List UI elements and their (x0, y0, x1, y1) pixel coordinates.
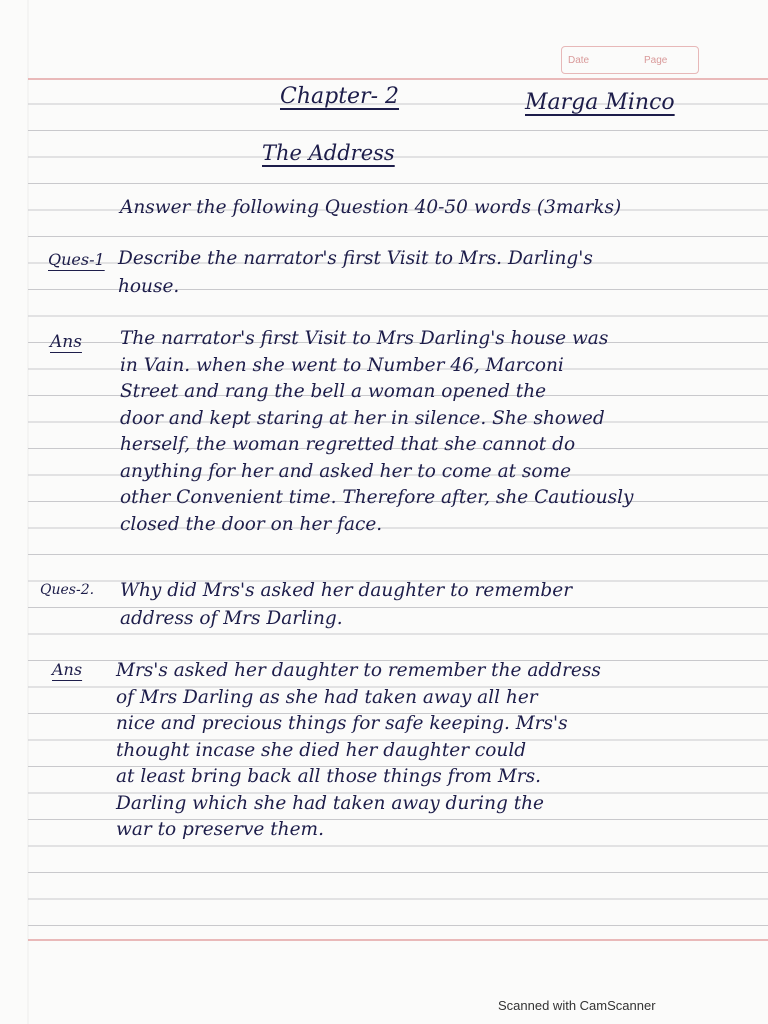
date-label: Date (568, 55, 590, 66)
handwritten-line: nice and precious things for safe keeping. Mrs's (116, 713, 568, 734)
date-page-box (561, 46, 699, 74)
question-1-label: Ques-1 (48, 250, 105, 269)
page-label: Page (644, 55, 668, 66)
handwritten-line: in Vain. when she went to Number 46, Marconi (120, 354, 564, 376)
author-heading: Marga Minco (525, 90, 675, 115)
handwritten-line: war to preserve them. (116, 819, 324, 840)
question-2-label: Ques-2. (40, 582, 95, 598)
answer-2-label: Ans (52, 660, 83, 679)
handwritten-line: The narrator's first Visit to Mrs Darling's house was (120, 328, 609, 349)
handwritten-line: Darling which she had taken away during the (116, 792, 545, 814)
handwritten-line: Mrs's asked her daughter to remember the address (116, 660, 601, 681)
handwritten-line: herself, the woman regretted that she cannot do (120, 434, 576, 455)
handwritten-line: other Convenient time. Therefore after, she Cautiously (120, 487, 634, 508)
instruction-line: Answer the following Question 40-50 words (3marks) (120, 197, 622, 218)
answer-1-label: Ans (50, 332, 82, 352)
story-title: The Address (262, 141, 395, 165)
handwritten-line: house. (118, 276, 180, 297)
chapter-heading: Chapter- 2 (280, 84, 400, 109)
handwritten-line: thought incase she died her daughter could (116, 739, 527, 761)
handwritten-line: address of Mrs Darling. (120, 608, 343, 629)
scanner-watermark: Scanned with CamScanner (498, 998, 656, 1013)
handwritten-line: of Mrs Darling as she had taken away all her (116, 686, 538, 708)
handwritten-line: Describe the narrator's first Visit to Mrs. Darling's (118, 248, 593, 269)
handwritten-line: Why did Mrs's asked her daughter to remember (120, 580, 573, 601)
handwritten-line: closed the door on her face. (120, 513, 383, 535)
handwritten-line: anything for her and asked her to come at some (120, 460, 572, 482)
handwritten-line: door and kept staring at her in silence. She showed (120, 407, 605, 429)
handwritten-line: at least bring back all those things from Mrs. (116, 766, 541, 787)
handwritten-line: Street and rang the bell a woman opened the (120, 381, 547, 402)
